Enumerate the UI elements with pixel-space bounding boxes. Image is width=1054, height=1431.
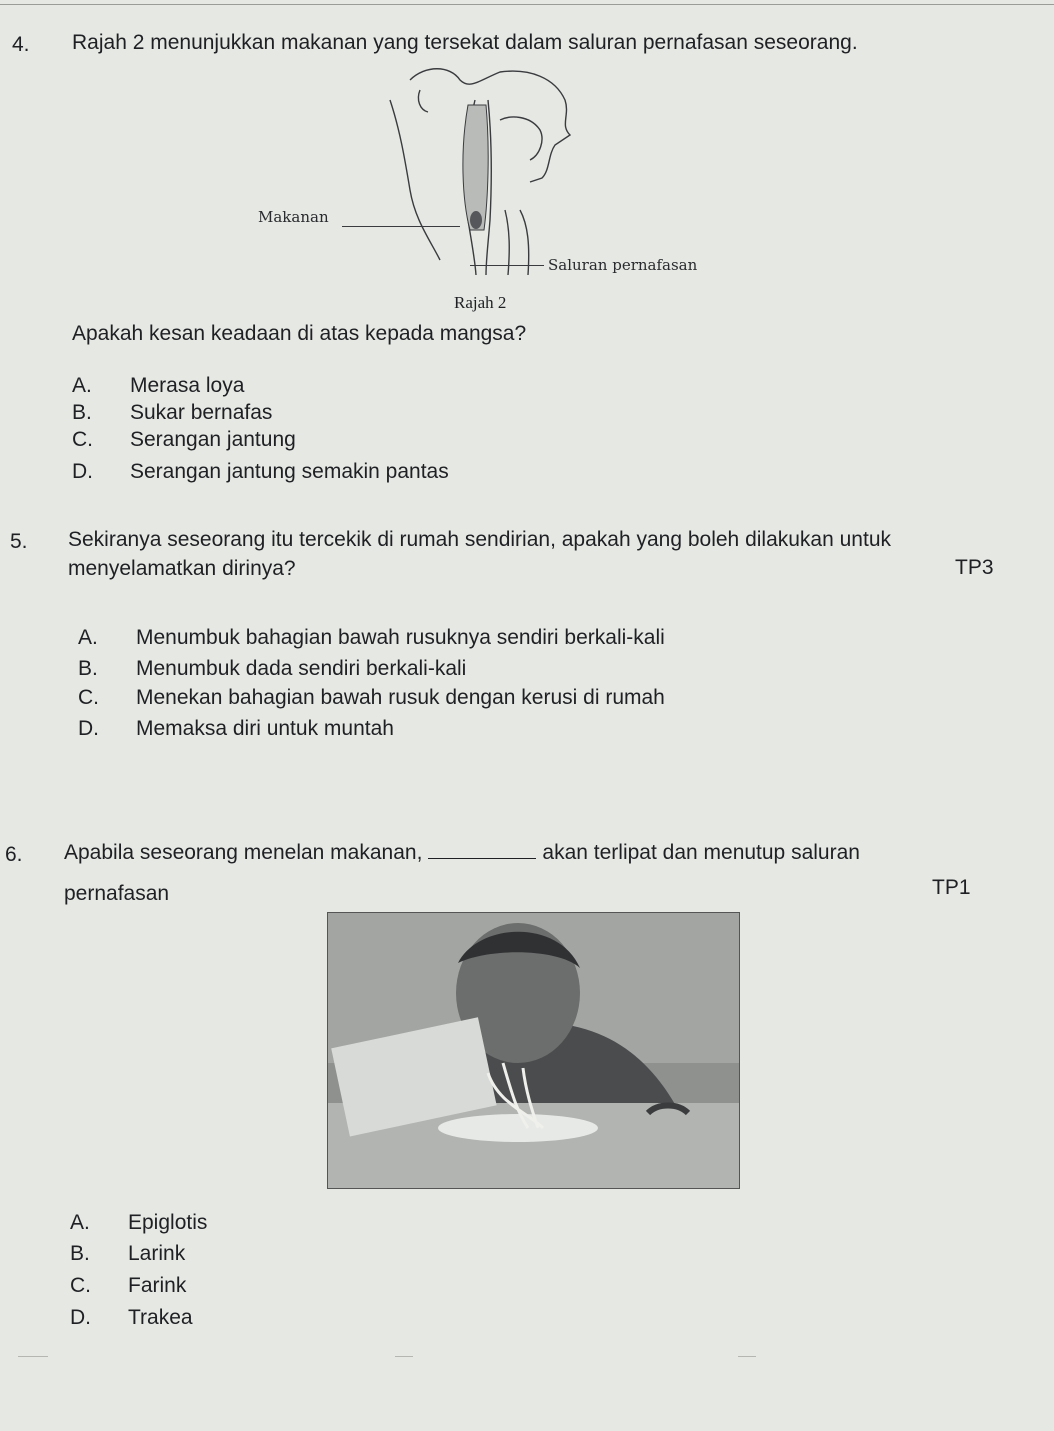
question-4-number: 4.	[12, 33, 30, 56]
question-4-stem: Rajah 2 menunjukkan makanan yang tersekat dalam saluran pernafasan seseorang.	[72, 31, 858, 54]
figure-caption: Rajah 2	[454, 293, 507, 312]
question-5-option-d[interactable]: D. Memaksa diri untuk muntah	[78, 717, 394, 740]
label-food: Makanan	[258, 208, 329, 226]
question-6-option-b[interactable]: B. Larink	[70, 1242, 186, 1265]
leader-line-food	[342, 226, 460, 227]
question-4-prompt: Apakah kesan keadaan di atas kepada mangsa?	[72, 322, 527, 345]
question-4-option-c[interactable]: C. Serangan jantung	[72, 428, 296, 451]
question-6-option-a[interactable]: A. Epiglotis	[70, 1211, 208, 1234]
question-5-stem-line2: menyelamatkan dirinya?	[68, 557, 296, 580]
question-4-option-d[interactable]: D. Serangan jantung semakin pantas	[72, 460, 449, 483]
question-6-option-d[interactable]: D. Trakea	[70, 1306, 193, 1329]
question-6-stem-line1: Apabila seseorang menelan makanan, akan terlipat dan menutup saluran	[64, 841, 860, 864]
question-5-level: TP3	[955, 556, 994, 579]
question-5-option-c[interactable]: C. Menekan bahagian bawah rusuk dengan kerusi di rumah	[78, 686, 665, 709]
question-5-option-b[interactable]: B. Menumbuk dada sendiri berkali-kali	[78, 657, 467, 680]
label-airway: Saluran pernafasan	[548, 256, 698, 274]
question-6-option-c[interactable]: C. Farink	[70, 1274, 187, 1297]
question-5-stem-line1: Sekiranya seseorang itu tercekik di rumah sendirian, apakah yang boleh dilakukan untuk	[68, 528, 891, 551]
answer-blank[interactable]	[428, 844, 536, 859]
footer-mark	[18, 1356, 48, 1357]
question-4-option-a[interactable]: A. Merasa loya	[72, 374, 245, 397]
question-6-stem-line2: pernafasan	[64, 882, 170, 905]
respiratory-diagram	[380, 60, 620, 280]
footer-mark	[395, 1356, 413, 1357]
leader-line-airway	[470, 265, 544, 266]
question-6-number: 6.	[5, 843, 23, 866]
question-4-option-b[interactable]: B. Sukar bernafas	[72, 401, 273, 424]
question-5-option-a[interactable]: A. Menumbuk bahagian bawah rusuknya sendiri berkali-kali	[78, 626, 665, 649]
footer-mark	[738, 1356, 756, 1357]
photo-boy-eating-noodles	[327, 912, 740, 1189]
top-rule	[0, 4, 1054, 5]
question-5-number: 5.	[10, 530, 28, 553]
question-6-level: TP1	[932, 876, 971, 899]
